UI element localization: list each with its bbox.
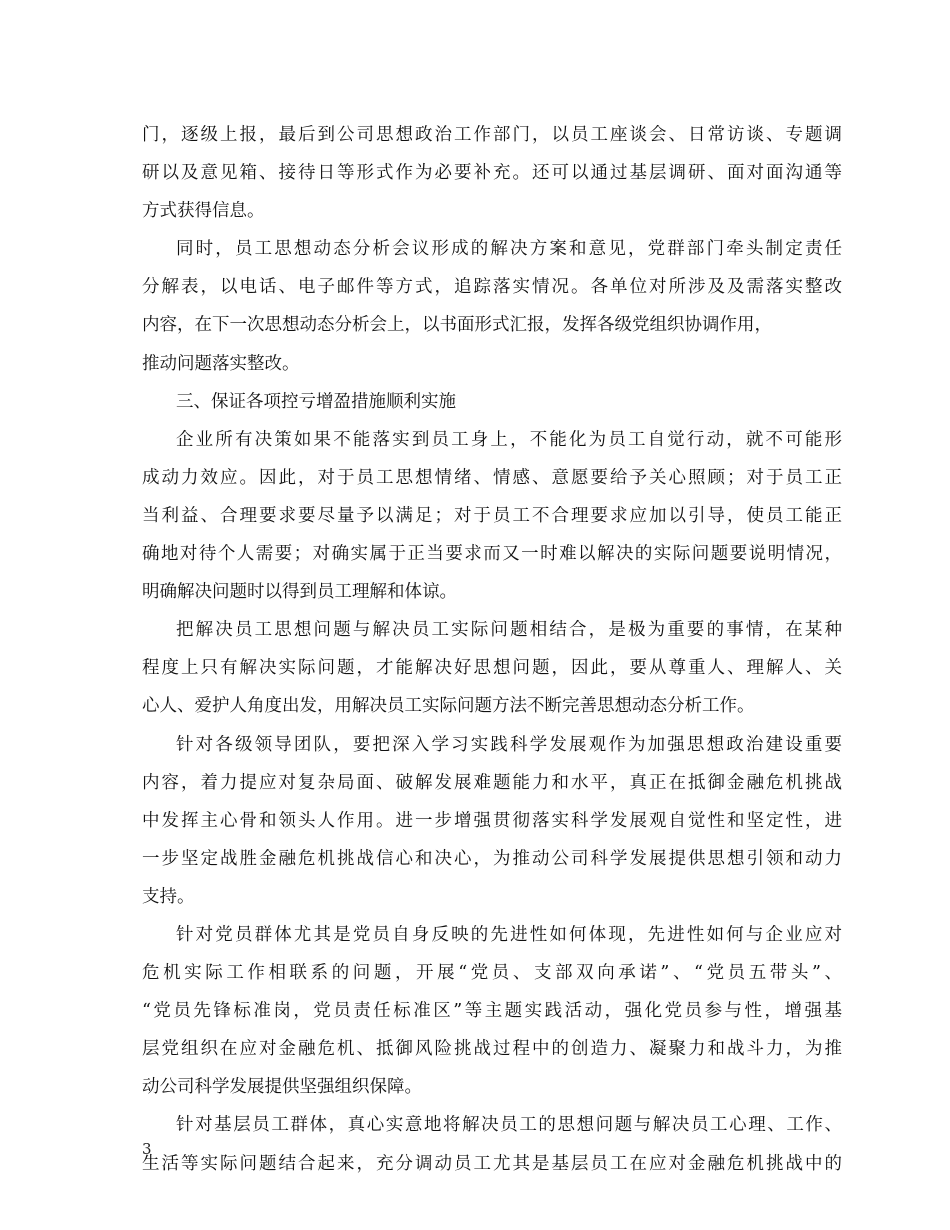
text-line: 分解表，以电话、电子邮件等方式，追踪落实情况。各单位对所涉及及需落实整改 <box>142 277 842 298</box>
text-line: 程度上只有解决实际问题，才能解决好思想问题，因此，要从尊重人、理解人、关 <box>142 658 842 679</box>
text-line: “党员先锋标准岗，党员责任标准区”等主题实践活动，强化党员参与性，增强基 <box>142 1001 842 1022</box>
text-line: 中发挥主心骨和领头人作用。进一步增强贯彻落实科学发展观自觉性和坚定性，进 <box>142 810 842 831</box>
text-line: 方式获得信息。 <box>142 201 265 222</box>
text-line: 动公司科学发展提供坚强组织保障。 <box>142 1077 422 1098</box>
text-line: 企业所有决策如果不能落实到员工身上，不能化为员工自觉行动，就不可能形 <box>176 429 842 450</box>
text-line: 把解决员工思想问题与解决员工实际问题相结合，是极为重要的事情，在某种 <box>176 620 842 641</box>
text-line: 针对党员群体尤其是党员自身反映的先进性如何体现，先进性如何与企业应对 <box>176 924 842 945</box>
text-line: 心人、爱护人角度出发，用解决员工实际问题方法不断完善思想动态分析工作。 <box>142 696 755 717</box>
page-number: 3 <box>142 1140 152 1158</box>
text-line: 针对基层员工群体，真心实意地将解决员工的思想问题与解决员工心理、工作、 <box>176 1115 842 1136</box>
text-line: 研以及意见箱、接待日等形式作为必要补充。还可以通过基层调研、面对面沟通等 <box>142 163 842 184</box>
text-line: 当利益、合理要求要尽量予以满足；对于员工不合理要求应加以引导，使员工能正 <box>142 505 842 526</box>
text-line: 支持。 <box>142 886 195 907</box>
text-line: 层党组织在应对金融危机、抵御风险挑战过程中的创造力、凝聚力和战斗力，为推 <box>142 1039 842 1060</box>
text-line: 内容，在下一次思想动态分析会上，以书面形式汇报，发挥各级党组织协调作用， <box>142 315 772 336</box>
text-line: 一步坚定战胜金融危机挑战信心和决心，为推动公司科学发展提供思想引领和动力 <box>142 848 842 869</box>
text-line: 确地对待个人需要；对确实属于正当要求而又一时难以解决的实际问题要说明情况， <box>142 544 842 565</box>
text-line: 同时，员工思想动态分析会议形成的解决方案和意见，党群部门牵头制定责任 <box>176 239 842 260</box>
text-line: 推动问题落实整改。 <box>142 353 300 374</box>
text-line: 生活等实际问题结合起来，充分调动员工尤其是基层员工在应对金融危机挑战中的 <box>142 1153 842 1174</box>
text-line: 危机实际工作相联系的问题，开展“党员、支部双向承诺”、“党员五带头”、 <box>142 963 842 984</box>
text-line: 针对各级领导团队，要把深入学习实践科学发展观作为加强思想政治建设重要 <box>176 734 842 755</box>
text-line: 三、保证各项控亏增盈措施顺利实施 <box>176 391 456 412</box>
text-line: 内容，着力提应对复杂局面、破解发展难题能力和水平，真正在抵御金融危机挑战 <box>142 772 842 793</box>
text-line: 成动力效应。因此，对于员工思想情绪、情感、意愿要给予关心照顾；对于员工正 <box>142 467 842 488</box>
text-line: 门，逐级上报，最后到公司思想政治工作部门，以员工座谈会、日常访谈、专题调 <box>142 125 842 145</box>
document-body <box>142 116 842 1183</box>
text-line: 明确解决问题时以得到员工理解和体谅。 <box>142 582 457 603</box>
